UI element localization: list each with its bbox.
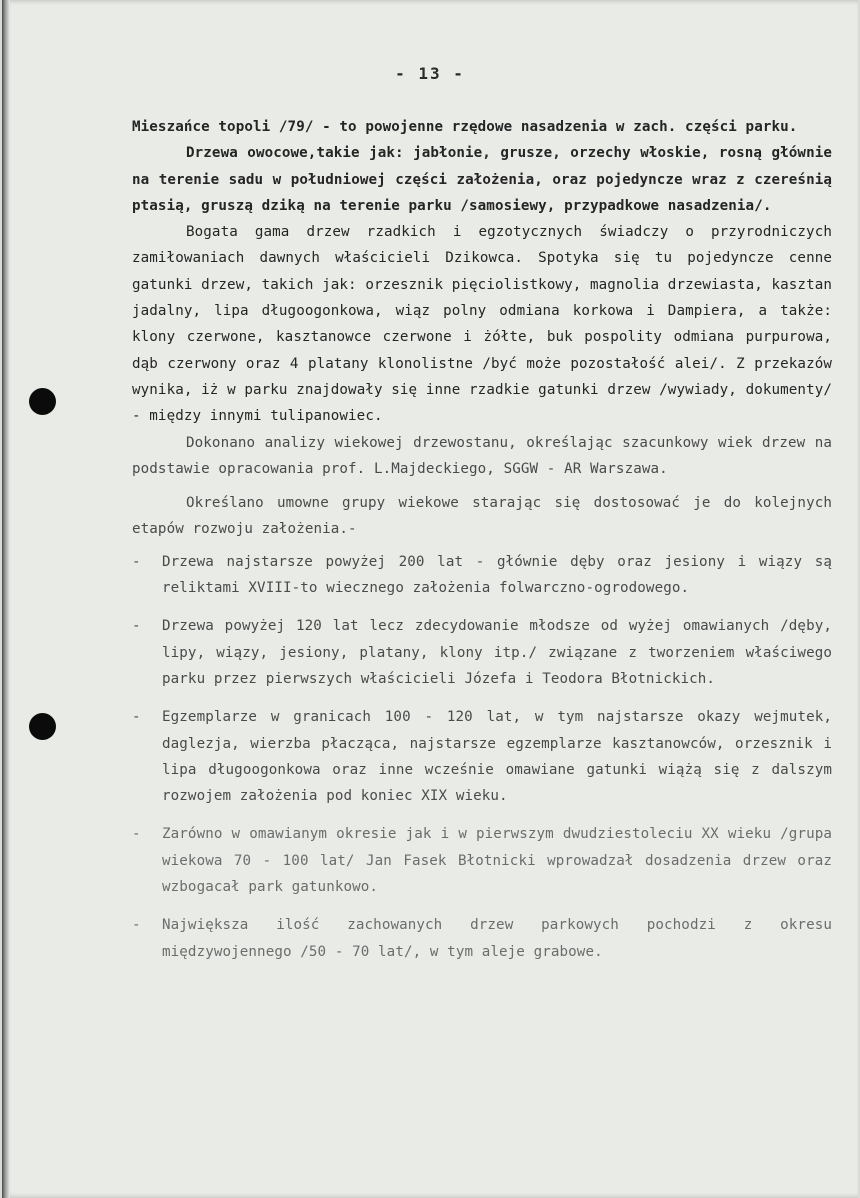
list-item-text: Zarówno w omawianym okresie jak i w pierwszym dwudziestoleciu XX wieku /grupa wiekowa 70 - 100 lat/ Jan Fasek Błotnicki wprowadzał dosadzenia drzew oraz wzbogacał park gatunkowo.: [162, 826, 832, 896]
paragraph-topole: Mieszańce topoli /79/ - to powojenne rzędowe nasadzenia w zach. części parku.: [132, 119, 798, 135]
list-dash: -: [132, 917, 141, 934]
page-left-edge-shadow: [2, 0, 10, 1198]
list-dash: -: [132, 826, 141, 843]
list-dash: -: [132, 709, 141, 726]
list-item: [132, 912, 832, 965]
list-item: [132, 821, 832, 900]
list-item-text: Największa ilość zachowanych drzew parkowych pochodzi z okresu międzywojennego /50 - 70 lat/, w tym aleje grabowe.: [162, 917, 832, 960]
paragraph-drzewa-rzadkie: Bogata gama drzew rzadkich i egzotycznych świadczy o przyrodniczych zamiłowaniach dawnych właścicieli Dzikowca. Spotyka się tu pojedyncze cenne gatunki drzew, takich jak: orzesznik pięciolistkowy, magnolia drzewiasta, kasztan jadalny, lipa długoogonkowa, wiąz polny odmiana korkowa i Dampiera, a także: klony czerwone, kasztanowce czerwone i żółte, buk pospolity odmiana purpurowa, dąb czerwony oraz 4 platany klonolistne /być może pozostałość alei/. Z przekazów wynika, iż w parku znajdowały się inne rzadkie gatunki drzew /wywiady, dokumenty/ - między innymi tulipanowiec.: [132, 224, 832, 425]
punch-hole-top: [29, 388, 56, 415]
list-item: [132, 549, 832, 602]
list-item-text: Drzewa najstarsze powyżej 200 lat - głównie dęby oraz jesiony i wiązy są reliktami XVIII-to wiecznego założenia folwarczno-ogrodowego.: [162, 553, 832, 597]
page-number: - 13 -: [395, 64, 465, 83]
list-item: [132, 613, 832, 692]
document-page: [2, 0, 858, 1198]
age-group-list: [132, 549, 832, 965]
list-item-text: Egzemplarze w granicach 100 - 120 lat, w tym najstarsze okazy wejmutek, daglezja, wierzba płacząca, najstarsze egzemplarze kasztanowców, orzesznik i lipa długoogonkowa oraz inne wcześnie omawiane gatunki wiążą się z dalszym rozwojem założenia pod koniec XIX wieku.: [162, 709, 832, 805]
paragraph-drzewa-owocowe: Drzewa owocowe,takie jak: jabłonie, grusze, orzechy włoskie, rosną głównie na terenie sadu w południowej części założenia, oraz pojedyncze wraz z czereśnią ptasią, gruszą dziką na terenie parku /samosiewy, przypadkowe nasadzenia/.: [132, 145, 832, 214]
list-dash: -: [132, 618, 141, 635]
list-dash: -: [132, 553, 141, 570]
list-item-text: Drzewa powyżej 120 lat lecz zdecydowanie młodsze od wyżej omawianych /dęby, lipy, wiązy, jesiony, platany, klony itp./ związane z tworzeniem właściwego parku przez pierwszych właścicieli Józefa i Teodora Błotnickich.: [162, 618, 832, 687]
document-body: [132, 114, 832, 977]
paragraph-analiza-wiekowa: Dokonano analizy wiekowej drzewostanu, określając szacunkowy wiek drzew na podstawie opracowania prof. L.Majdeckiego, SGGW - AR Warszawa.: [132, 434, 832, 477]
list-item: [132, 704, 832, 809]
paragraph-grupy-wiekowe: Określano umowne grupy wiekowe starając się dostosować je do kolejnych etapów rozwoju założenia.-: [132, 495, 832, 538]
punch-hole-bottom: [29, 713, 56, 740]
